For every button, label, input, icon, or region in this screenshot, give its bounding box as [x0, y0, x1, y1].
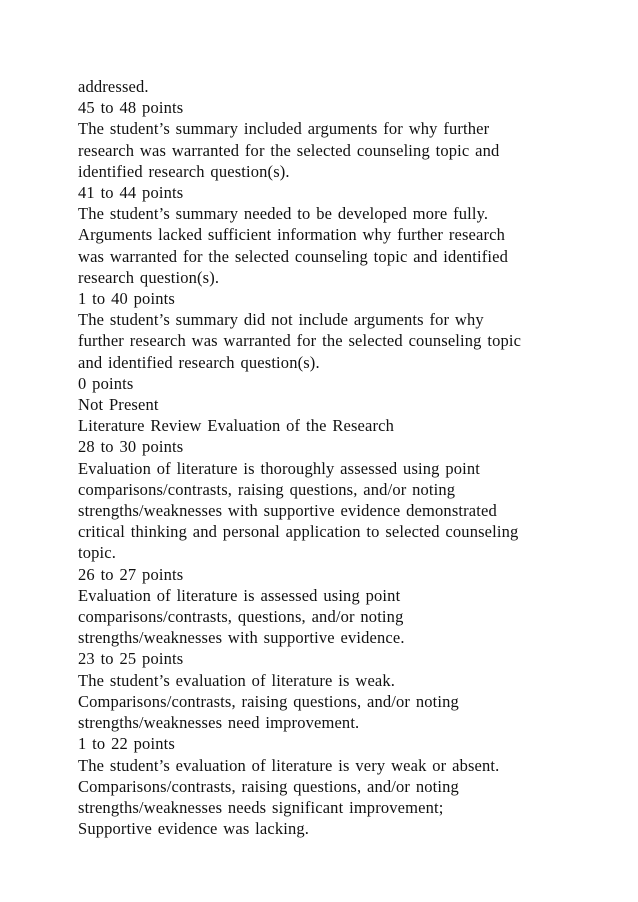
text-line: Comparisons/contrasts, raising questions, and/or noting	[78, 691, 459, 711]
text-line: Comparisons/contrasts, raising questions, and/or noting	[78, 776, 459, 796]
text-line: Evaluation of literature is assessed using point	[78, 585, 401, 605]
text-line: identified research question(s).	[78, 161, 290, 181]
text-line: further research was warranted for the selected counseling topic	[78, 331, 522, 351]
text-line: research was warranted for the selected counseling topic and	[78, 140, 500, 160]
text-line: Arguments lacked sufficient information why further research	[78, 225, 506, 245]
text-line: strengths/weaknesses with supportive evidence.	[78, 628, 405, 648]
text-line: The student’s evaluation of literature is very weak or absent.	[78, 755, 500, 775]
text-line: 1 to 22 points	[78, 734, 175, 754]
text-line: 26 to 27 points	[78, 564, 184, 584]
text-line: 23 to 25 points	[78, 649, 184, 669]
text-line: The student’s summary needed to be developed more fully.	[78, 204, 489, 224]
text-line: The student’s evaluation of literature is weak.	[78, 670, 396, 690]
text-line: comparisons/contrasts, questions, and/or noting	[78, 607, 404, 627]
text-line: Supportive evidence was lacking.	[78, 819, 310, 839]
text-line: 45 to 48 points	[78, 98, 184, 118]
text-line: Literature Review Evaluation of the Research	[78, 416, 395, 436]
text-line: strengths/weaknesses needs significant improvement;	[78, 797, 444, 817]
text-line: 0 points	[78, 373, 134, 393]
text-line: comparisons/contrasts, raising questions, and/or noting	[78, 479, 456, 499]
text-line: topic.	[78, 543, 117, 563]
text-line: The student’s summary did not include arguments for why	[78, 310, 484, 330]
text-line: The student’s summary included arguments for why further	[78, 119, 490, 139]
text-line: 1 to 40 points	[78, 289, 175, 309]
text-line: addressed.	[78, 77, 149, 96]
text-line: critical thinking and personal application to selected counseling	[78, 522, 519, 542]
text-line: research question(s).	[78, 267, 220, 287]
text-line: and identified research question(s).	[78, 352, 320, 372]
text-line: 41 to 44 points	[78, 183, 184, 203]
text-line: strengths/weaknesses with supportive evidence demonstrated	[78, 501, 497, 521]
text-line: Not Present	[78, 395, 159, 415]
text-line: strengths/weaknesses need improvement.	[78, 713, 360, 733]
text-line: was warranted for the selected counseling topic and identified	[78, 246, 508, 266]
rubric-text	[78, 76, 618, 839]
text-line: Evaluation of literature is thoroughly assessed using point	[78, 458, 480, 478]
text-line: 28 to 30 points	[78, 437, 184, 457]
